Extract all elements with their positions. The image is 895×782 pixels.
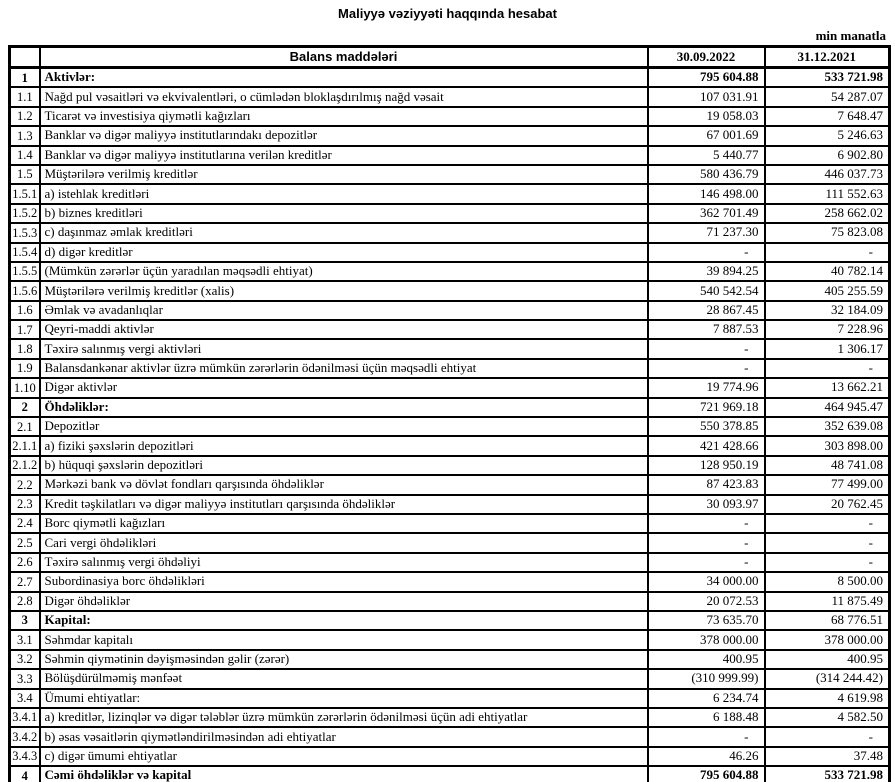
table-row <box>10 689 890 708</box>
row-number: 2.1 <box>10 417 40 436</box>
row-number: 2.1.2 <box>10 456 40 475</box>
value-current-period: 400.95 <box>648 650 765 669</box>
value-current-period: 6 188.48 <box>648 708 765 727</box>
row-number: 2.2 <box>10 475 40 494</box>
value-current-period: 550 378.85 <box>648 417 765 436</box>
value-current-period: 795 604.88 <box>648 68 765 88</box>
value-current-period: 6 234.74 <box>648 689 765 708</box>
row-number: 1.1 <box>10 87 40 106</box>
value-prior-period: 6 902.80 <box>765 146 890 165</box>
value-current-period: - <box>648 514 765 533</box>
value-prior-period: 405 255.59 <box>765 281 890 300</box>
row-label: Borc qiymətli kağızları <box>40 514 648 533</box>
value-prior-period: 7 648.47 <box>765 107 890 126</box>
row-label: Bölüşdürülməmiş mənfəət <box>40 669 648 688</box>
value-current-period: 67 001.69 <box>648 126 765 145</box>
value-current-period: 421 428.66 <box>648 436 765 455</box>
value-prior-period: 13 662.21 <box>765 378 890 397</box>
table-row <box>10 359 890 378</box>
table-row <box>10 165 890 184</box>
row-number: 2.7 <box>10 572 40 591</box>
value-current-period: - <box>648 359 765 378</box>
value-prior-period: 20 762.45 <box>765 495 890 514</box>
table-row <box>10 68 890 88</box>
table-row <box>10 184 890 203</box>
row-label: d) digər kreditlər <box>40 243 648 262</box>
row-number: 3.4.3 <box>10 747 40 766</box>
value-prior-period: 68 776.51 <box>765 611 890 630</box>
row-number: 1.2 <box>10 107 40 126</box>
row-label: Balansdankənar aktivlər üzrə mümkün zərərlərin ödənilməsi üçün məqsədli ehtiyat <box>40 359 648 378</box>
table-row <box>10 766 890 782</box>
table-row <box>10 107 890 126</box>
value-current-period: 19 774.96 <box>648 378 765 397</box>
value-current-period: - <box>648 727 765 746</box>
value-prior-period: 54 287.07 <box>765 87 890 106</box>
row-number: 3 <box>10 611 40 630</box>
value-prior-period: 303 898.00 <box>765 436 890 455</box>
table-row <box>10 320 890 339</box>
table-row <box>10 708 890 727</box>
row-number: 3.4 <box>10 689 40 708</box>
row-label: Əmlak və avadanlıqlar <box>40 301 648 320</box>
row-number: 1.9 <box>10 359 40 378</box>
table-row <box>10 475 890 494</box>
value-current-period: - <box>648 243 765 262</box>
value-current-period: 721 969.18 <box>648 398 765 417</box>
table-body <box>10 68 890 782</box>
value-current-period: (310 999.99) <box>648 669 765 688</box>
row-number: 2.3 <box>10 495 40 514</box>
table-row <box>10 126 890 145</box>
row-label: Öhdəliklər: <box>40 398 648 417</box>
table-row <box>10 223 890 242</box>
row-label: (Mümkün zərərlər üçün yaradılan məqsədli ehtiyat) <box>40 262 648 281</box>
value-prior-period: 352 639.08 <box>765 417 890 436</box>
value-prior-period: 378 000.00 <box>765 630 890 649</box>
row-number: 1.10 <box>10 378 40 397</box>
value-current-period: 128 950.19 <box>648 456 765 475</box>
row-label: a) istehlak kreditləri <box>40 184 648 203</box>
value-current-period: - <box>648 339 765 358</box>
table-row <box>10 301 890 320</box>
header-empty-cell <box>10 47 40 68</box>
row-number: 3.2 <box>10 650 40 669</box>
row-number: 2.6 <box>10 553 40 572</box>
row-label: Təxirə salınmış vergi öhdəliyi <box>40 553 648 572</box>
header-date-current: 30.09.2022 <box>648 47 765 68</box>
row-number: 1.5.2 <box>10 204 40 223</box>
table-row <box>10 533 890 552</box>
balance-sheet-table <box>8 45 891 782</box>
row-label: b) hüquqi şəxslərin depozitləri <box>40 456 648 475</box>
table-row <box>10 495 890 514</box>
value-prior-period: 32 184.09 <box>765 301 890 320</box>
row-label: Kredit təşkilatları və digər maliyyə institutları qarşısında öhdəliklər <box>40 495 648 514</box>
row-number: 3.1 <box>10 630 40 649</box>
row-label: b) əsas vəsaitlərin qiymətləndirilməsindən adi ehtiyatlar <box>40 727 648 746</box>
header-row <box>10 47 890 68</box>
value-current-period: 580 436.79 <box>648 165 765 184</box>
value-prior-period: - <box>765 514 890 533</box>
row-number: 2.1.1 <box>10 436 40 455</box>
row-label: b) biznes kreditləri <box>40 204 648 223</box>
row-label: Səhmin qiymətinin dəyişməsindən gəlir (zərər) <box>40 650 648 669</box>
row-number: 1.5 <box>10 165 40 184</box>
table-row <box>10 553 890 572</box>
row-label: Mərkəzi bank və dövlət fondları qarşısında öhdəliklər <box>40 475 648 494</box>
value-prior-period: 11 875.49 <box>765 592 890 611</box>
row-number: 1.5.5 <box>10 262 40 281</box>
value-prior-period: 4 582.50 <box>765 708 890 727</box>
value-prior-period: 77 499.00 <box>765 475 890 494</box>
row-label: Səhmdar kapitalı <box>40 630 648 649</box>
row-number: 1.5.3 <box>10 223 40 242</box>
value-prior-period: 400.95 <box>765 650 890 669</box>
row-label: Digər aktivlər <box>40 378 648 397</box>
value-current-period: 19 058.03 <box>648 107 765 126</box>
row-number: 1.3 <box>10 126 40 145</box>
value-current-period: 20 072.53 <box>648 592 765 611</box>
table-row <box>10 747 890 766</box>
value-prior-period: 8 500.00 <box>765 572 890 591</box>
row-number: 1.4 <box>10 146 40 165</box>
value-prior-period: 533 721.98 <box>765 68 890 88</box>
table-row <box>10 417 890 436</box>
row-number: 1.5.1 <box>10 184 40 203</box>
table-row <box>10 650 890 669</box>
table-row <box>10 378 890 397</box>
row-label: Ticarət və investisiya qiymətli kağızları <box>40 107 648 126</box>
row-label: Müştərilərə verilmiş kreditlər (xalis) <box>40 281 648 300</box>
table-row <box>10 611 890 630</box>
row-number: 1 <box>10 68 40 88</box>
value-current-period: 28 867.45 <box>648 301 765 320</box>
table-row <box>10 87 890 106</box>
value-current-period: - <box>648 533 765 552</box>
header-balance-items: Balans maddələri <box>40 47 648 68</box>
row-label: Nağd pul vəsaitləri və ekvivalentləri, o cümlədən bloklaşdırılmış nağd vəsait <box>40 87 648 106</box>
value-current-period: 795 604.88 <box>648 766 765 782</box>
row-label: Aktivlər: <box>40 68 648 88</box>
row-number: 3.4.1 <box>10 708 40 727</box>
row-label: Cəmi öhdəliklər və kapital <box>40 766 648 782</box>
value-prior-period: - <box>765 533 890 552</box>
table-row <box>10 592 890 611</box>
row-label: Qeyri-maddi aktivlər <box>40 320 648 339</box>
value-prior-period: - <box>765 727 890 746</box>
value-prior-period: 533 721.98 <box>765 766 890 782</box>
row-number: 3.3 <box>10 669 40 688</box>
value-current-period: 73 635.70 <box>648 611 765 630</box>
row-label: Digər öhdəliklər <box>40 592 648 611</box>
row-label: Ümumi ehtiyatlar: <box>40 689 648 708</box>
value-prior-period: 111 552.63 <box>765 184 890 203</box>
value-current-period: - <box>648 553 765 572</box>
value-current-period: 39 894.25 <box>648 262 765 281</box>
row-label: Depozitlər <box>40 417 648 436</box>
row-label: Təxirə salınmış vergi aktivləri <box>40 339 648 358</box>
value-current-period: 71 237.30 <box>648 223 765 242</box>
row-label: Banklar və digər maliyyə institutlarındakı depozitlər <box>40 126 648 145</box>
row-number: 2.8 <box>10 592 40 611</box>
value-prior-period: 258 662.02 <box>765 204 890 223</box>
row-number: 4 <box>10 766 40 782</box>
value-prior-period: - <box>765 243 890 262</box>
value-prior-period: - <box>765 553 890 572</box>
table-row <box>10 727 890 746</box>
table-row <box>10 436 890 455</box>
row-label: Cari vergi öhdəlikləri <box>40 533 648 552</box>
table-row <box>10 243 890 262</box>
row-number: 1.5.4 <box>10 243 40 262</box>
value-current-period: 540 542.54 <box>648 281 765 300</box>
table-row <box>10 398 890 417</box>
value-prior-period: 5 246.63 <box>765 126 890 145</box>
value-prior-period: 37.48 <box>765 747 890 766</box>
value-prior-period: - <box>765 359 890 378</box>
value-prior-period: 464 945.47 <box>765 398 890 417</box>
value-prior-period: 4 619.98 <box>765 689 890 708</box>
row-label: Subordinasiya borc öhdəlikləri <box>40 572 648 591</box>
value-current-period: 7 887.53 <box>648 320 765 339</box>
table-row <box>10 262 890 281</box>
row-number: 2.5 <box>10 533 40 552</box>
table-row <box>10 281 890 300</box>
row-number: 2 <box>10 398 40 417</box>
row-label: a) kreditlər, lizinqlər və digər tələblər üzrə mümkün zərərlərin ödənilməsi üçün adi ehtiyatlar <box>40 708 648 727</box>
page-title: Maliyyə vəziyyəti haqqında hesabat <box>338 6 557 21</box>
value-current-period: 46.26 <box>648 747 765 766</box>
row-label: c) digər ümumi ehtiyatlar <box>40 747 648 766</box>
value-current-period: 30 093.97 <box>648 495 765 514</box>
table-row <box>10 669 890 688</box>
unit-note: min manatla <box>815 28 886 43</box>
row-number: 1.6 <box>10 301 40 320</box>
value-current-period: 146 498.00 <box>648 184 765 203</box>
table-row <box>10 572 890 591</box>
table-row <box>10 339 890 358</box>
value-current-period: 34 000.00 <box>648 572 765 591</box>
row-number: 1.5.6 <box>10 281 40 300</box>
value-prior-period: 40 782.14 <box>765 262 890 281</box>
value-prior-period: 1 306.17 <box>765 339 890 358</box>
row-label: Banklar və digər maliyyə institutlarına verilən kreditlər <box>40 146 648 165</box>
value-prior-period: (314 244.42) <box>765 669 890 688</box>
value-prior-period: 75 823.08 <box>765 223 890 242</box>
row-label: a) fiziki şəxslərin depozitləri <box>40 436 648 455</box>
row-number: 3.4.2 <box>10 727 40 746</box>
row-label: c) daşınmaz əmlak kreditləri <box>40 223 648 242</box>
row-number: 2.4 <box>10 514 40 533</box>
table-row <box>10 204 890 223</box>
table-row <box>10 146 890 165</box>
row-label: Kapital: <box>40 611 648 630</box>
value-prior-period: 7 228.96 <box>765 320 890 339</box>
table-row <box>10 630 890 649</box>
value-current-period: 87 423.83 <box>648 475 765 494</box>
row-number: 1.8 <box>10 339 40 358</box>
value-current-period: 107 031.91 <box>648 87 765 106</box>
table-row <box>10 456 890 475</box>
row-number: 1.7 <box>10 320 40 339</box>
value-current-period: 5 440.77 <box>648 146 765 165</box>
value-current-period: 378 000.00 <box>648 630 765 649</box>
table-row <box>10 514 890 533</box>
value-prior-period: 446 037.73 <box>765 165 890 184</box>
header-date-prior: 31.12.2021 <box>765 47 890 68</box>
value-current-period: 362 701.49 <box>648 204 765 223</box>
value-prior-period: 48 741.08 <box>765 456 890 475</box>
row-label: Müştərilərə verilmiş kreditlər <box>40 165 648 184</box>
